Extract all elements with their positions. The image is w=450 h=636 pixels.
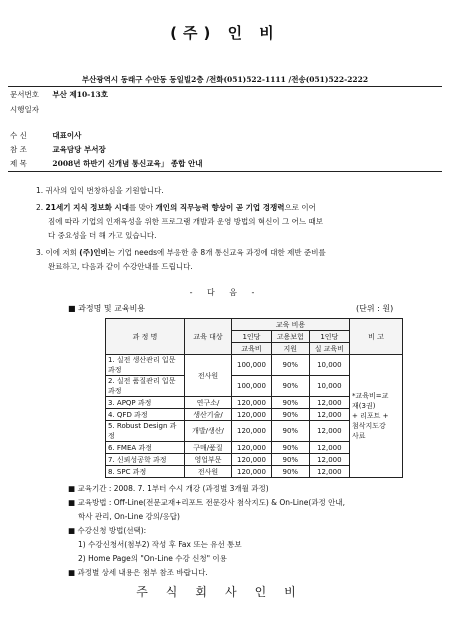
doc-number-row: [10, 89, 108, 100]
row-target: 영업부문: [185, 454, 232, 466]
company-address: 부산광역시 동래구 수안동 동일빌2층 /전화(051)522-1111 /전송(051)522-2222: [81, 75, 369, 84]
date-label: 시행일자: [10, 105, 39, 114]
recipient-value: 대표이사: [52, 131, 82, 140]
row-target: 전사원: [185, 466, 232, 478]
doc-number-label: 문서번호: [10, 90, 39, 99]
p2-bold-competitiveness: 개인의 직무능력 향상이 곧 기업 경쟁력: [155, 203, 285, 212]
note-line: + 리포트 +: [352, 412, 389, 420]
note-line: 사료: [352, 432, 366, 440]
row-fee: 120,000: [232, 442, 272, 454]
row-course: 7. 신뢰성공학 과정: [106, 454, 185, 466]
p2-line-3: 다 중요성을 더 해 가고 있습니다.: [48, 231, 157, 240]
method-text: 교육방법 : Off-Line(전문교재+리포트 전문강사 첨삭지도) & On-Line(과정 안내,: [77, 498, 346, 507]
header-support-1: 고용보험: [271, 331, 309, 343]
doc-number-value: 부산 제10-13호: [52, 90, 108, 99]
p3-line-2: 완료하고, 다음과 같이 수강안내를 드립니다.: [48, 262, 193, 271]
paragraph-1: 1. 귀사의 일익 번창하심을 기원합니다.: [36, 186, 164, 195]
unit-label: (단위 : 원): [356, 304, 394, 313]
table-title: ■ 과정명 및 교육비용: [68, 304, 146, 313]
row-target: 구매/품질: [185, 442, 232, 454]
row-support: 90%: [271, 466, 309, 478]
row-net: 12,000: [309, 421, 349, 442]
row-course: 6. FMEA 과정: [106, 442, 185, 454]
row-course: 2. 실전 품질관리 입문과정: [106, 376, 185, 397]
header-net-1: 1인당: [309, 331, 349, 343]
row-support: 90%: [271, 454, 309, 466]
row-course: 1. 실전 생산관리 입문과정: [106, 355, 185, 376]
apply-option-2: 2) Home Page의 "On-Line 수강 신청" 이용: [78, 554, 227, 563]
letter-body: [36, 184, 434, 277]
p2-line-2: 짐에 따라 기업의 인재육성을 위한 프로그램 개발과 운영 방법의 혁신이 그 어느 때보: [48, 217, 323, 226]
company-signature: 주식회사인비: [136, 585, 314, 599]
p3-pre: 3. 이에 저희: [36, 248, 80, 257]
row-net: 12,000: [309, 397, 349, 409]
row-course: 5. Robust Design 과정: [106, 421, 185, 442]
header-target: 교육 대상: [185, 319, 232, 355]
p3-company: (주)인비: [79, 248, 108, 257]
row-fee: 120,000: [232, 409, 272, 421]
header-cost: 교육 비용: [232, 319, 350, 331]
row-net: 12,000: [309, 409, 349, 421]
row-target: 개발/생산/: [185, 421, 232, 442]
row-net: 12,000: [309, 454, 349, 466]
recipient-row: [10, 130, 81, 141]
p2-end: 으로 이어: [284, 203, 316, 212]
p2-mid: 를 맞아: [129, 203, 156, 212]
table-row: [106, 355, 403, 376]
row-fee: 100,000: [232, 355, 272, 376]
row-fee: 100,000: [232, 376, 272, 397]
p3-end: 는 기업 needs에 부응한 총 8개 통신교육 과정에 대한 제반 준비를: [107, 248, 326, 257]
recipient-label: 수 신: [10, 131, 27, 140]
row-support: 90%: [271, 355, 309, 376]
subject-row: [10, 158, 203, 169]
page-title: (주) 인 비: [170, 24, 280, 42]
row-net: 10,000: [309, 355, 349, 376]
row-support: 90%: [271, 409, 309, 421]
date-row: [10, 104, 50, 115]
subject-label: 제 목: [10, 159, 27, 168]
reference-value: 교육담당 부서장: [52, 145, 106, 154]
bullet-period: ■ 교육기간 : 2008. 7. 1부터 수시 개강 (과정별 3개월 과정): [68, 484, 269, 493]
paragraph-3: [36, 246, 434, 274]
header-net-2: 실 교육비: [309, 343, 349, 355]
header-fee-2: 교육비: [232, 343, 272, 355]
course-table: [105, 318, 403, 478]
row-net: 10,000: [309, 376, 349, 397]
row-net: 12,000: [309, 442, 349, 454]
row-net: 12,000: [309, 466, 349, 478]
apply-text: 수강신청 방법(선택):: [77, 526, 147, 535]
p2-bold-era: 21세기 지식 정보화 시대: [45, 203, 130, 212]
header-support-2: 지원: [271, 343, 309, 355]
row-fee: 120,000: [232, 421, 272, 442]
apply-option-1: 1) 수강신청서(첨부2) 작성 후 Fax 또는 유선 통보: [78, 540, 242, 549]
table-title-text: 과정명 및 교육비용: [78, 304, 146, 313]
detail-text: 과정별 상세 내용은 첨부 참조 바랍니다.: [77, 568, 208, 577]
paragraph-2: [36, 201, 434, 243]
period-text: 교육기간 : 2008. 7. 1부터 수시 개강 (과정별 3개월 과정): [77, 484, 269, 493]
row-fee: 120,000: [232, 466, 272, 478]
note-line: 첨삭지도강: [352, 422, 386, 430]
document-header: [8, 86, 442, 172]
header-note: 비 고: [350, 319, 403, 355]
row-course: 3. APQP 과정: [106, 397, 185, 409]
note-line: *교육비=교: [352, 392, 389, 400]
row-target: 전사원: [185, 355, 232, 397]
row-support: 90%: [271, 421, 309, 442]
row-target: 연구소/: [185, 397, 232, 409]
row-course: 8. SPC 과정: [106, 466, 185, 478]
method-line-2: 학사 관리, On-Line 강의/응답): [78, 512, 180, 521]
row-course: 4. QFD 과정: [106, 409, 185, 421]
row-fee: 120,000: [232, 454, 272, 466]
subject-value: 2008년 하반기 신개념 통신교육」 종합 안내: [52, 159, 203, 168]
reference-label: 참 조: [10, 145, 27, 154]
section-divider: - 다 음 -: [189, 288, 261, 297]
p2-number: 2.: [36, 203, 46, 212]
row-support: 90%: [271, 376, 309, 397]
row-support: 90%: [271, 442, 309, 454]
row-target: 생산기술/: [185, 409, 232, 421]
row-note: [350, 355, 403, 478]
row-support: 90%: [271, 397, 309, 409]
header-course: 과 정 명: [106, 319, 185, 355]
header-fee-1: 1인당: [232, 331, 272, 343]
bullet-detail: ■ 과정별 상세 내용은 첨부 참조 바랍니다.: [68, 568, 208, 577]
note-line: 재(3권): [352, 402, 376, 410]
row-fee: 120,000: [232, 397, 272, 409]
bullet-apply: ■ 수강신청 방법(선택):: [68, 526, 147, 535]
bullet-method: ■ 교육방법 : Off-Line(전문교재+리포트 전문강사 첨삭지도) & On-Line(과정 안내,: [68, 498, 346, 507]
reference-row: [10, 144, 106, 155]
